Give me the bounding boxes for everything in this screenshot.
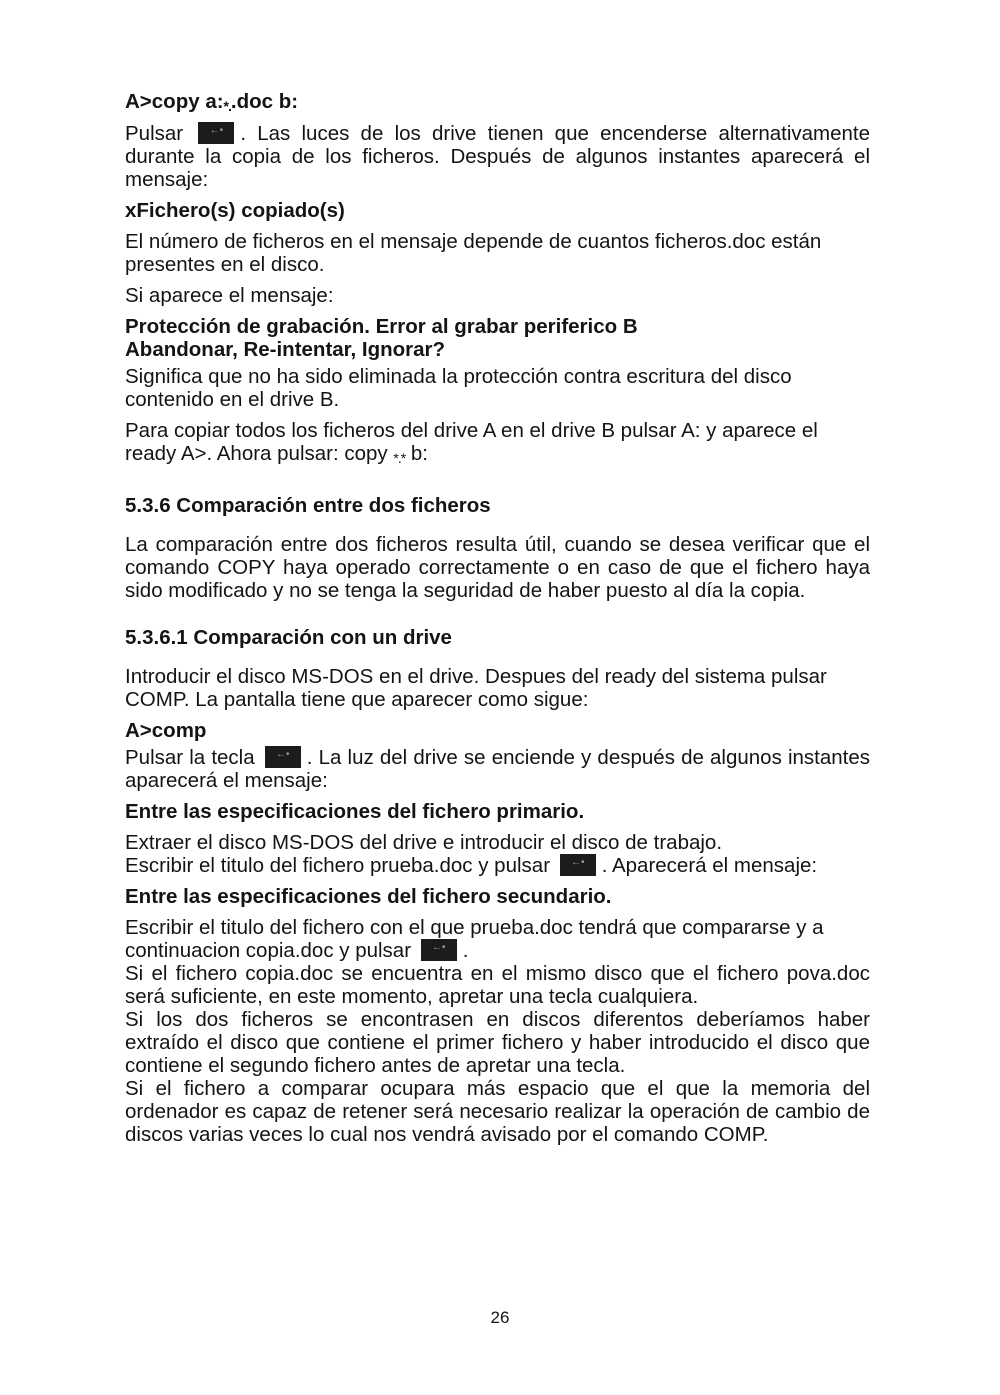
paragraph-text: . Aparecerá el mensaje: <box>601 854 818 877</box>
paragraph-text: . Las luces de los drive tienen que encenderse alternativamente durante la copia de los ficheros. Después de algunos instantes aparecerá el mensaje: <box>125 122 870 191</box>
paragraph-text: . La luz del drive se enciende y después de algunos instantes aparecerá el mensaje: <box>125 746 870 792</box>
paragraph-text: b: <box>410 442 428 465</box>
paragraph-write-second-title <box>125 916 870 962</box>
primary-file-message: Entre las especificaciones del fichero primario. <box>125 800 585 823</box>
copy-command-prefix: A>copy a: <box>125 90 224 113</box>
paragraph-write-protection: Significa que no ha sido eliminada la protección contra escritura del disco contenido en el drive B. <box>125 365 792 411</box>
paragraph-press-key <box>125 746 870 792</box>
paragraph-write-title <box>125 854 870 877</box>
paragraph-different-disks: Si los dos ficheros se encontrasen en discos diferentos deberíamos haber extraído el disco que contiene el primer fichero y haber introducido el disco que contiene el segundo fichero antes de apretar una tecla. <box>125 1008 870 1077</box>
error-message-line1: Protección de grabación. Error al grabar periferico B <box>125 315 638 338</box>
paragraph-press-enter <box>125 122 870 191</box>
copied-message: xFichero(s) copiado(s) <box>125 199 345 222</box>
comp-command: A>comp <box>125 719 207 742</box>
paragraph-text: Para copiar todos los ficheros del drive A en el drive B pulsar A: y aparece el ready A>. Ahora pulsar: copy <box>125 419 818 465</box>
wildcard-glyph: *. <box>223 98 231 114</box>
paragraph-copy-all <box>125 419 870 470</box>
error-message-line2: Abandonar, Re-intentar, Ignorar? <box>125 338 446 361</box>
section-heading-5-3-6: 5.3.6 Comparación entre dos ficheros <box>125 494 491 517</box>
enter-key-icon <box>560 854 596 876</box>
copy-command-suffix: .doc b: <box>230 90 299 113</box>
wildcard-glyph: *.* <box>393 450 406 466</box>
paragraph-insert-disk: Introducir el disco MS-DOS en el drive. Despues del ready del sistema pulsar COMP. La pantalla tiene que aparecer como sigue: <box>125 665 827 711</box>
copy-command <box>125 90 870 118</box>
enter-key-icon <box>265 746 301 768</box>
paragraph-same-disk: Si el fichero copia.doc se encuentra en el mismo disco que el fichero pova.doc será suficiente, en este momento, apretar una tecla cualquiera. <box>125 962 870 1008</box>
secondary-file-message: Entre las especificaciones del fichero secundario. <box>125 885 612 908</box>
section-heading-5-3-6-1: 5.3.6.1 Comparación con un drive <box>125 626 452 649</box>
enter-key-icon <box>198 122 234 144</box>
paragraph-memory-limit: Si el fichero a comparar ocupara más espacio que el que la memoria del ordenador es capaz de retener será necesario realizar la operación de cambio de discos varias veces lo cual nos vendrá avisado por el comando COMP. <box>125 1077 870 1146</box>
paragraph-text: Pulsar <box>125 122 184 145</box>
paragraph-text: Escribir el titulo del fichero prueba.doc y pulsar <box>125 854 551 877</box>
page-number: 26 <box>490 1308 510 1327</box>
paragraph-text: . <box>462 939 469 962</box>
paragraph-comparison-intro: La comparación entre dos ficheros resulta útil, cuando se desea verificar que el comando COPY haya operado correctamente o en caso de que el fichero haya sido modificado y no se tenga la seguridad de haber puesto al día la copia. <box>125 533 870 602</box>
paragraph-extract-disk: Extraer el disco MS-DOS del drive e introducir el disco de trabajo. <box>125 831 723 854</box>
enter-key-icon <box>421 939 457 961</box>
paragraph-count-explanation: El número de ficheros en el mensaje depende de cuantos ficheros.doc están presentes en el disco. <box>125 230 822 276</box>
paragraph-if-message: Si aparece el mensaje: <box>125 284 334 307</box>
page-content <box>125 90 870 1146</box>
paragraph-text: Pulsar la tecla <box>125 746 255 769</box>
paragraph-text: Escribir el titulo del fichero con el que prueba.doc tendrá que compararse y a continuacion copia.doc y pulsar <box>125 916 824 962</box>
